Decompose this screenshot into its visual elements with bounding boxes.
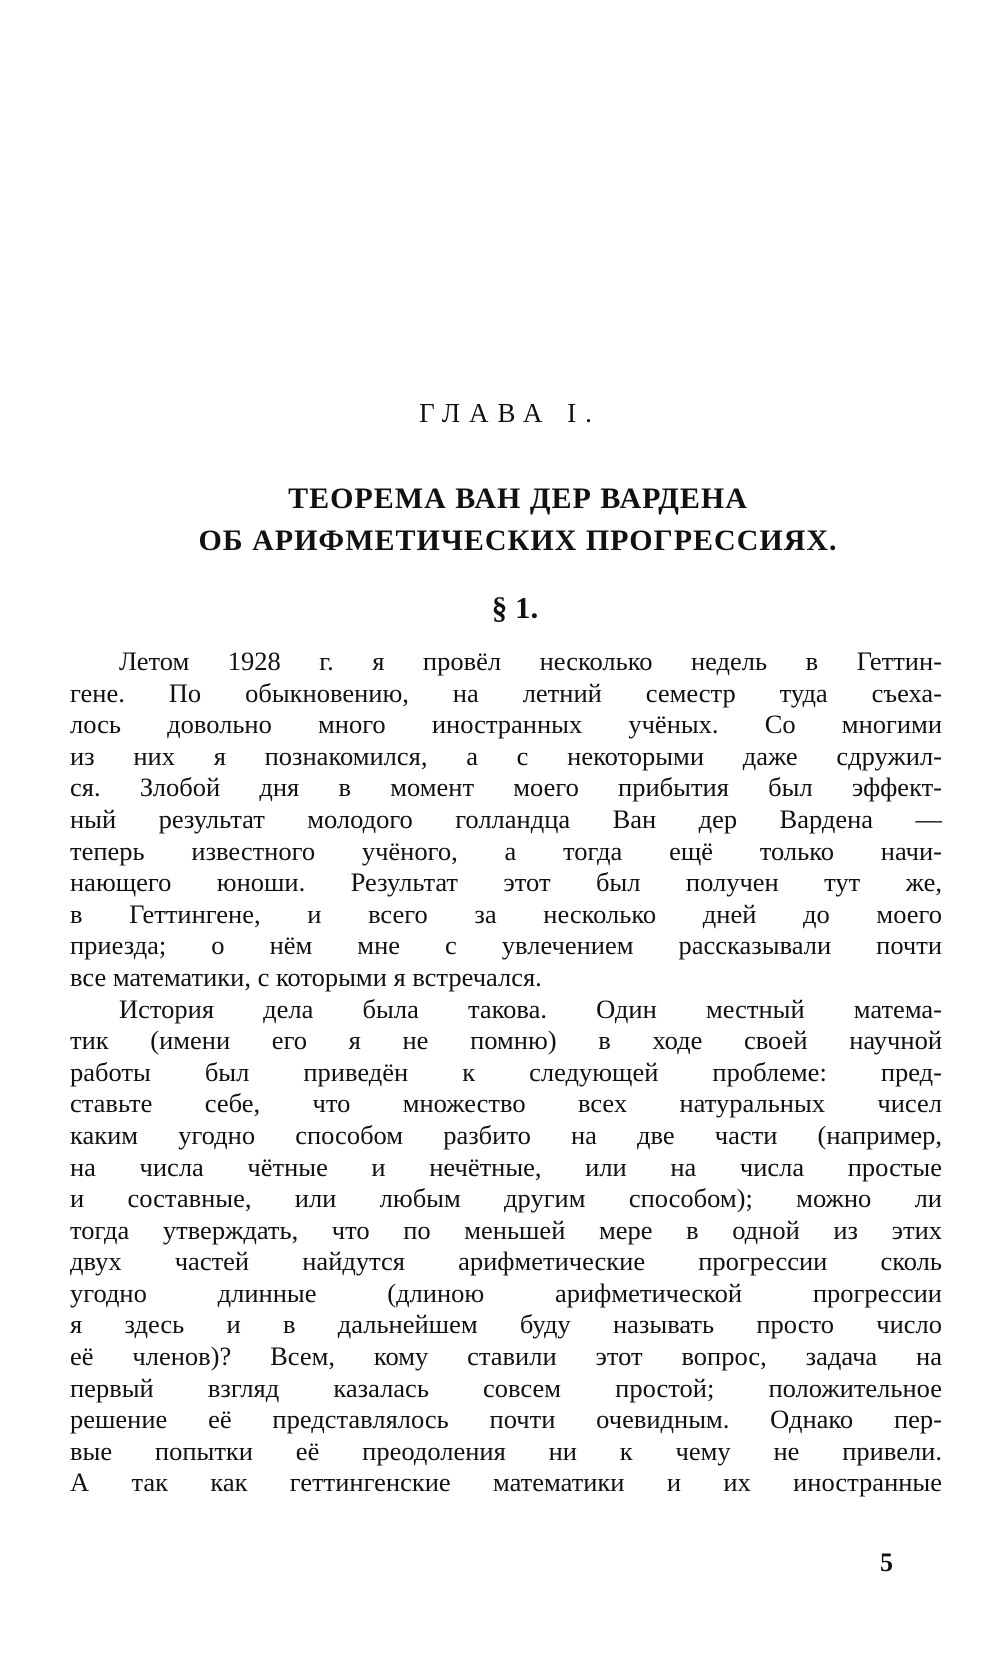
text-line: Летом 1928 г. я провёл несколько недель в Геттин- [119, 646, 942, 676]
paragraph [70, 646, 942, 994]
text-line: ставьте себе, что множество всех натуральных чисел [70, 1088, 942, 1119]
text-line: работы был приведён к следующей проблеме: пред- [70, 1056, 942, 1087]
text-line: я здесь и в дальнейшем буду называть просто число [70, 1309, 942, 1340]
text-line: тогда утверждать, что по меньшей мере в одной из этих [70, 1214, 942, 1245]
text-line: из них я познакомился, а с некоторыми даже сдружил- [70, 740, 942, 771]
body-text [70, 646, 942, 1499]
chapter-title [0, 478, 1000, 562]
text-line: тик (имени его я не помню) в ходе своей научной [70, 1025, 942, 1056]
text-line: нающего юноши. Результат этот был получен тут же, [70, 867, 942, 898]
chapter-title-line: ОБ АРИФМЕТИЧЕСКИХ ПРОГРЕССИЯХ. [198, 524, 838, 557]
text-line: на числа чётные и нечётные, или на числа простые [70, 1151, 942, 1182]
chapter-label: ГЛАВА I. [419, 398, 601, 428]
text-line: теперь известного учёного, а тогда ещё только начи- [70, 835, 942, 866]
text-line: решение её представлялось почти очевидным. Однако пер- [70, 1404, 942, 1435]
text-line: каким угодно способом разбито на две части (например, [70, 1119, 942, 1150]
text-line: История дела была такова. Один местный матема- [119, 993, 942, 1024]
text-line: ся. Злобой дня в момент моего прибытия был эффект- [70, 772, 942, 803]
text-line: все математики, с которыми я встречался. [70, 961, 542, 992]
text-line: А так как геттингенские математики и их иностранные [70, 1467, 942, 1498]
text-line: и составные, или любым другим способом); можно ли [70, 1183, 942, 1214]
text-line: её членов)? Всем, кому ставили этот вопрос, задача на [70, 1341, 942, 1372]
text-line: вые попытки её преодоления ни к чему не привели. [70, 1435, 942, 1466]
chapter-title-line: ТЕОРЕМА ВАН ДЕР ВАРДЕНА [288, 482, 748, 515]
text-line: первый взгляд казалась совсем простой; положительное [70, 1372, 942, 1403]
text-line: угодно длинные (длиною арифметической прогрессии [70, 1277, 942, 1308]
section-heading: § 1. [491, 590, 539, 625]
text-line: гене. По обыкновению, на летний семестр туда съеха- [70, 677, 942, 708]
text-line: лось довольно много иностранных учёных. Со многими [70, 709, 942, 740]
text-line: двух частей найдутся арифметические прогрессии сколь [70, 1246, 942, 1277]
text-line: в Геттингене, и всего за несколько дней до моего [70, 898, 942, 929]
text-line: приезда; о нём мне с увлечением рассказывали почти [70, 930, 942, 961]
text-line: ный результат молодого голландца Ван дер Вардена — [70, 803, 942, 834]
page-number: 5 [880, 1548, 893, 1577]
paragraph [70, 994, 942, 1500]
